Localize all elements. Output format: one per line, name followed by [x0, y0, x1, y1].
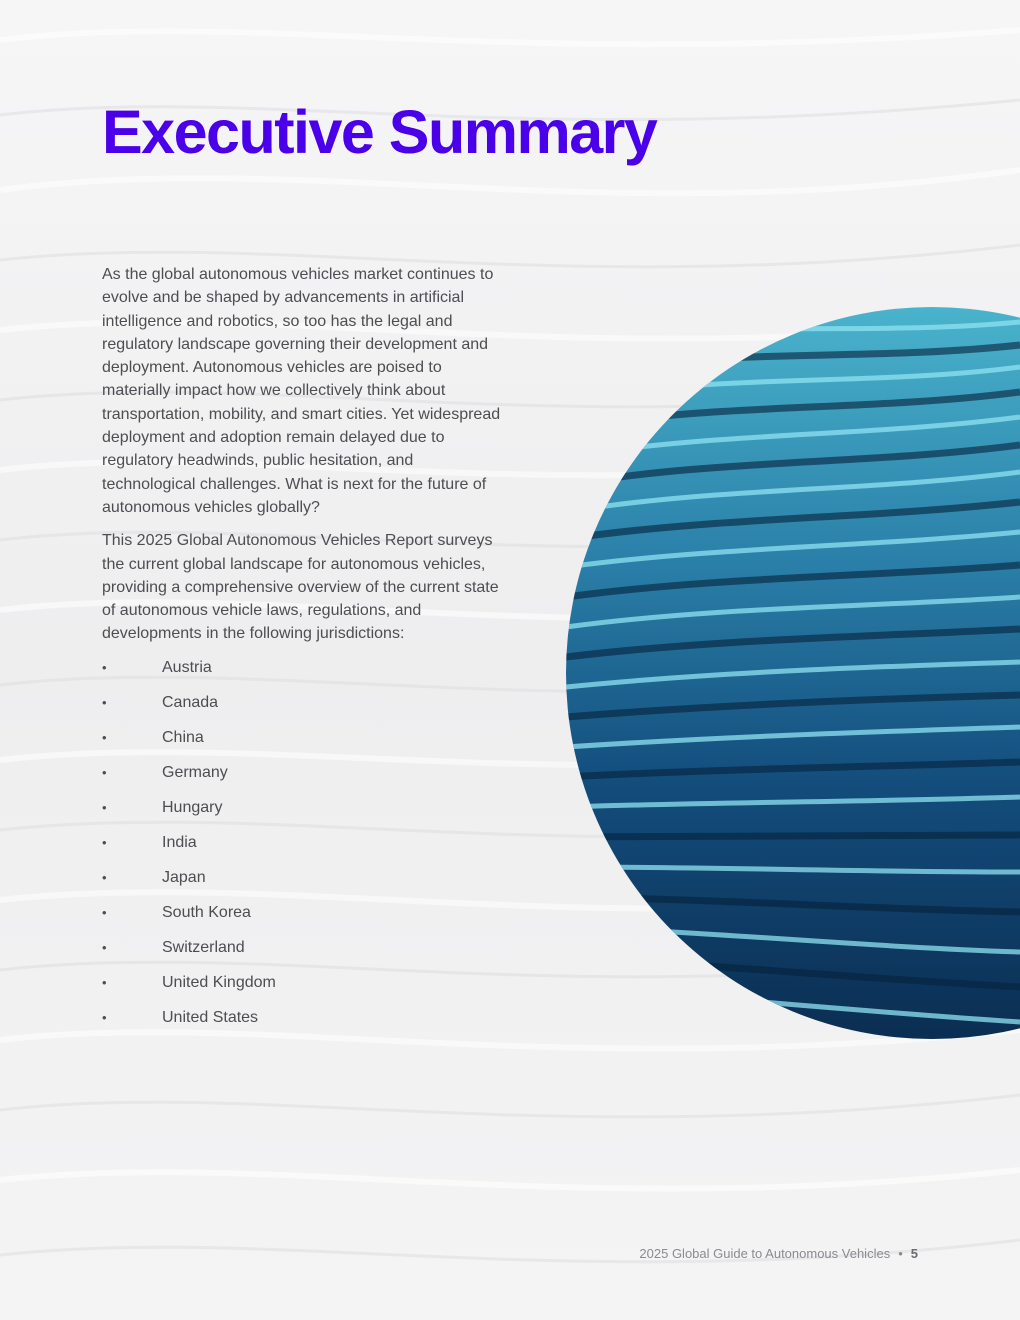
list-item	[102, 938, 502, 973]
list-item	[102, 763, 502, 798]
bullet-icon: •	[102, 974, 107, 990]
page-footer	[639, 1246, 918, 1261]
bullet-icon: •	[102, 1009, 107, 1025]
report-scope-paragraph: This 2025 Global Autonomous Vehicles Report surveys the current global landscape for autonomous vehicles, providing a comprehensive overview of the current state of autonomous vehicle laws, regulations, and developments in the following jurisdictions:	[102, 532, 499, 643]
jurisdiction-label: India	[162, 833, 197, 851]
list-item	[102, 1008, 502, 1043]
bullet-icon: •	[102, 694, 107, 710]
list-item	[102, 798, 502, 833]
bullet-icon: •	[102, 659, 107, 675]
jurisdiction-label: Canada	[162, 693, 219, 711]
jurisdictions-list	[102, 658, 502, 1043]
jurisdiction-label: China	[162, 728, 204, 746]
page-number: 5	[910, 1246, 918, 1261]
footer-separator: •	[898, 1246, 903, 1261]
bullet-icon: •	[102, 729, 107, 745]
jurisdiction-label: Switzerland	[162, 938, 245, 956]
list-item	[102, 728, 502, 763]
blue-wave-image	[566, 307, 1020, 1039]
bullet-icon: •	[102, 904, 107, 920]
list-item	[102, 868, 502, 903]
list-item	[102, 693, 502, 728]
jurisdiction-label: Austria	[162, 658, 212, 676]
bullet-icon: •	[102, 869, 107, 885]
decorative-circle-image	[566, 307, 1020, 1039]
bullet-icon: •	[102, 939, 107, 955]
bullet-icon: •	[102, 834, 107, 850]
jurisdiction-label: United Kingdom	[162, 973, 276, 991]
jurisdiction-label: Germany	[162, 763, 228, 781]
list-item	[102, 833, 502, 868]
jurisdiction-label: United States	[162, 1008, 259, 1026]
bullet-icon: •	[102, 799, 107, 815]
jurisdiction-label: Japan	[162, 868, 206, 886]
jurisdiction-label: South Korea	[162, 903, 251, 921]
page-title: Executive Summary	[102, 98, 657, 166]
jurisdiction-label: Hungary	[162, 798, 223, 816]
list-item	[102, 973, 502, 1008]
list-item	[102, 903, 502, 938]
body-text	[102, 263, 502, 1043]
list-item	[102, 658, 502, 693]
footer-guide-title: 2025 Global Guide to Autonomous Vehicles	[639, 1246, 891, 1261]
intro-paragraph: As the global autonomous vehicles market continues to evolve and be shaped by advancements in artificial intelligence and robotics, so too has the legal and regulatory landscape governing their development and deployment. Autonomous vehicles are poised to materially impact how we collectively think about transportation, mobility, and smart cities. Yet widespread deployment and adoption remain delayed due to regulatory headwinds, public hesitation, and technological challenges. What is next for the future of autonomous vehicles globally?	[102, 266, 501, 516]
bullet-icon: •	[102, 764, 107, 780]
